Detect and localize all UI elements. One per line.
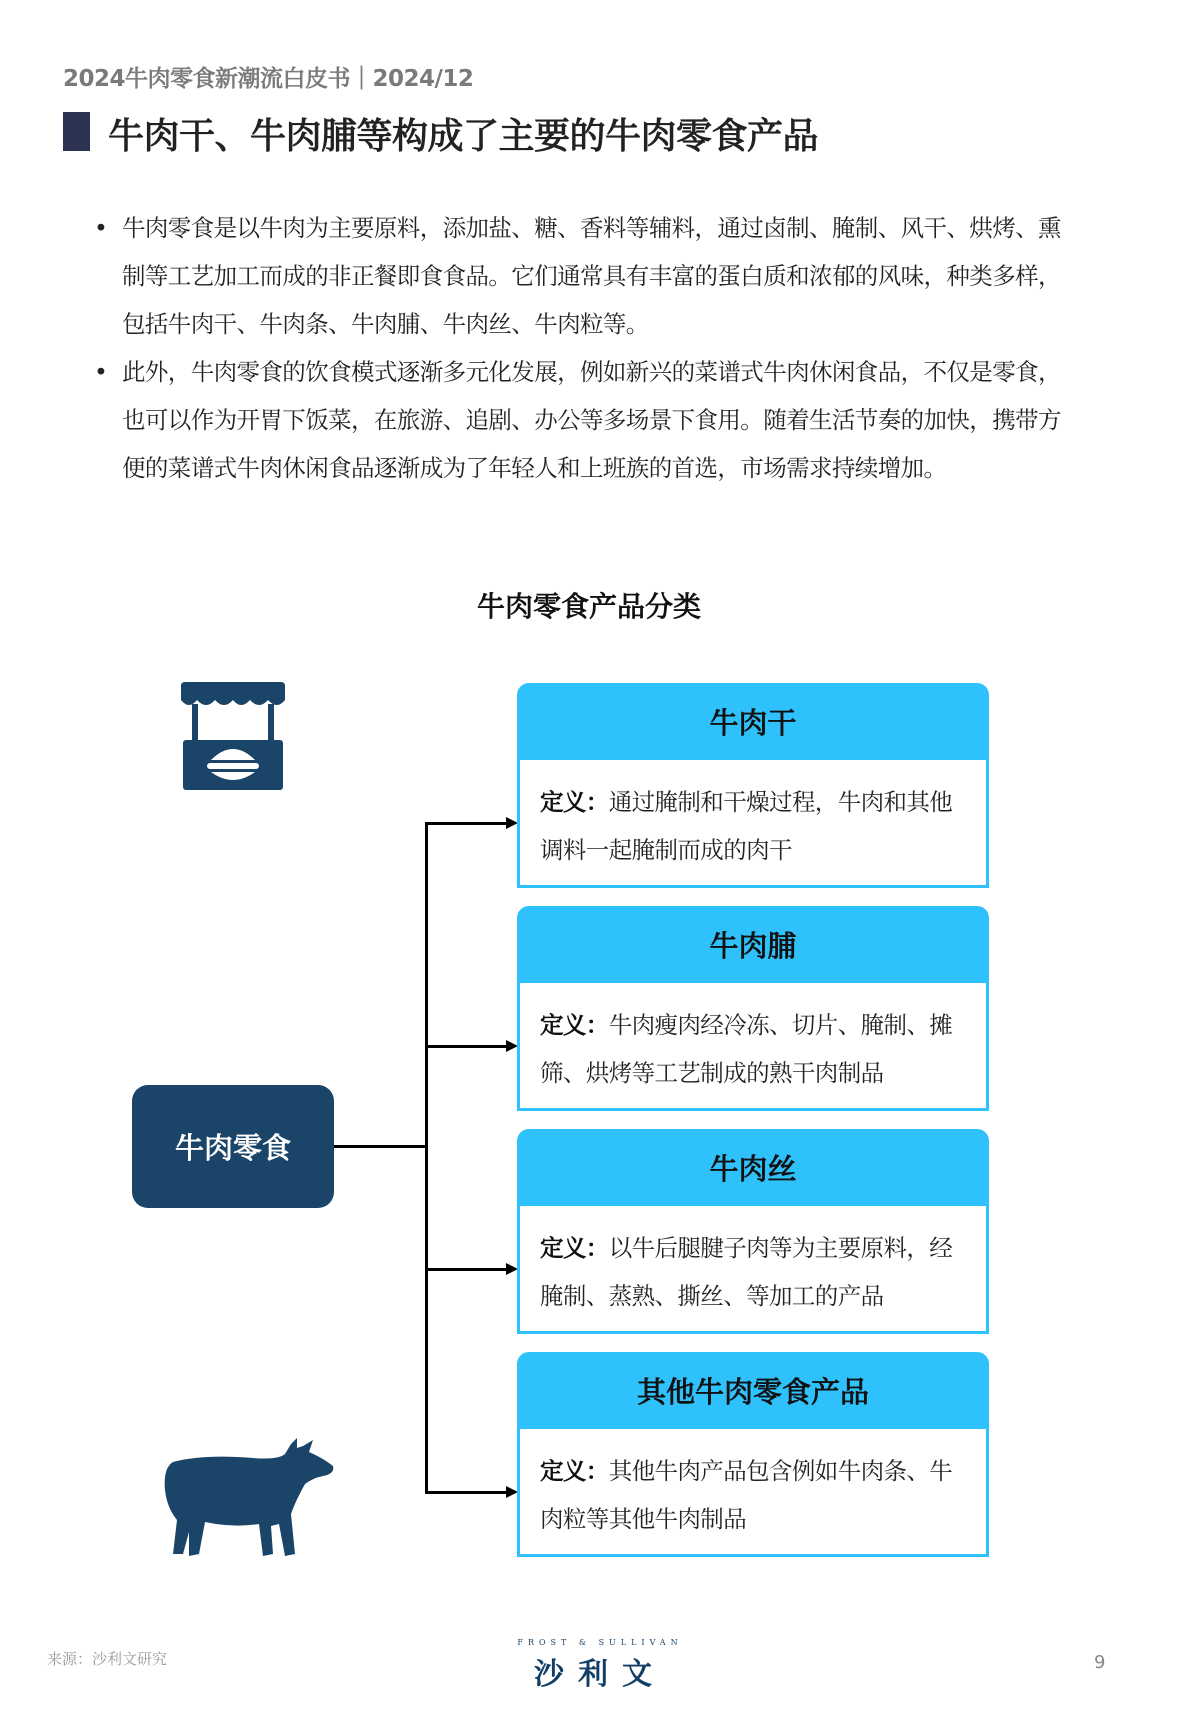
connector-branch bbox=[425, 822, 507, 825]
connector-line bbox=[334, 1145, 428, 1148]
bullet-text: 此外，牛肉零食的饮食模式逐渐多元化发展，例如新兴的菜谱式牛肉休闲食品，不仅是零食，也可以作为开胃下饭菜，在旅游、追剧、办公等多场景下食用。随着生活节奏的加快，携带方便的菜谱式牛肉休闲食品逐渐成为了年轻人和上班族的首选，市场需求持续增加。 bbox=[122, 358, 1061, 482]
category-definition bbox=[517, 983, 989, 1111]
bullet-text: 牛肉零食是以牛肉为主要原料，添加盐、糖、香料等辅料，通过卤制、腌制、风干、烘烤、熏制等工艺加工而成的非正餐即食食品。它们通常具有丰富的蛋白质和浓郁的风味，种类多样，包括牛肉干、牛肉条、牛肉脯、牛肉丝、牛肉粒等。 bbox=[122, 214, 1061, 338]
page-number: 9 bbox=[1094, 1652, 1106, 1673]
category-definition bbox=[517, 1206, 989, 1334]
diagram-title: 牛肉零食产品分类 bbox=[476, 590, 701, 623]
frost-sullivan-logo bbox=[500, 1638, 700, 1693]
food-stall-icon bbox=[179, 682, 287, 792]
cow-icon bbox=[163, 1432, 338, 1562]
definition-text: 牛肉瘦肉经冷冻、切片、腌制、摊筛、烘烤等工艺制成的熟干肉制品 bbox=[540, 1011, 953, 1087]
bullet-paragraph bbox=[90, 348, 1070, 492]
definition-text: 通过腌制和干燥过程，牛肉和其他调料一起腌制而成的肉干 bbox=[540, 788, 953, 864]
bullet-paragraph bbox=[90, 204, 1070, 348]
bullet-dot: • bbox=[94, 214, 108, 242]
connector-branch bbox=[425, 1268, 507, 1271]
category-name: 牛肉干 bbox=[517, 683, 989, 760]
definition-label: 定义： bbox=[540, 788, 609, 816]
category-card-shredded-beef bbox=[517, 1129, 989, 1334]
connector-trunk bbox=[425, 822, 428, 1494]
title-accent-bar bbox=[63, 112, 90, 151]
category-card-other bbox=[517, 1352, 989, 1557]
page-title: 牛肉干、牛肉脯等构成了主要的牛肉零食产品 bbox=[108, 116, 819, 157]
category-definition bbox=[517, 760, 989, 888]
report-header: 2024牛肉零食新潮流白皮书｜2024/12 bbox=[63, 66, 474, 92]
category-name: 牛肉脯 bbox=[517, 906, 989, 983]
connector-branch bbox=[425, 1045, 507, 1048]
bullet-dot: • bbox=[94, 358, 108, 386]
definition-label: 定义： bbox=[540, 1234, 609, 1262]
category-card-beef-jerky bbox=[517, 683, 989, 888]
definition-label: 定义： bbox=[540, 1011, 609, 1039]
category-definition bbox=[517, 1429, 989, 1557]
category-card-beef-slices bbox=[517, 906, 989, 1111]
logo-english: FROST & SULLIVAN bbox=[517, 1638, 683, 1647]
category-name: 其他牛肉零食产品 bbox=[517, 1352, 989, 1429]
definition-label: 定义： bbox=[540, 1457, 609, 1485]
connector-branch bbox=[425, 1491, 507, 1494]
source-note: 来源：沙利文研究 bbox=[47, 1650, 168, 1668]
logo-chinese: 沙利文 bbox=[534, 1657, 666, 1692]
category-name: 牛肉丝 bbox=[517, 1129, 989, 1206]
definition-text: 以牛后腿腱子肉等为主要原料，经腌制、蒸熟、撕丝、等加工的产品 bbox=[540, 1234, 953, 1310]
definition-text: 其他牛肉产品包含例如牛肉条、牛肉粒等其他牛肉制品 bbox=[540, 1457, 953, 1533]
root-node-beef-snacks: 牛肉零食 bbox=[132, 1085, 334, 1208]
